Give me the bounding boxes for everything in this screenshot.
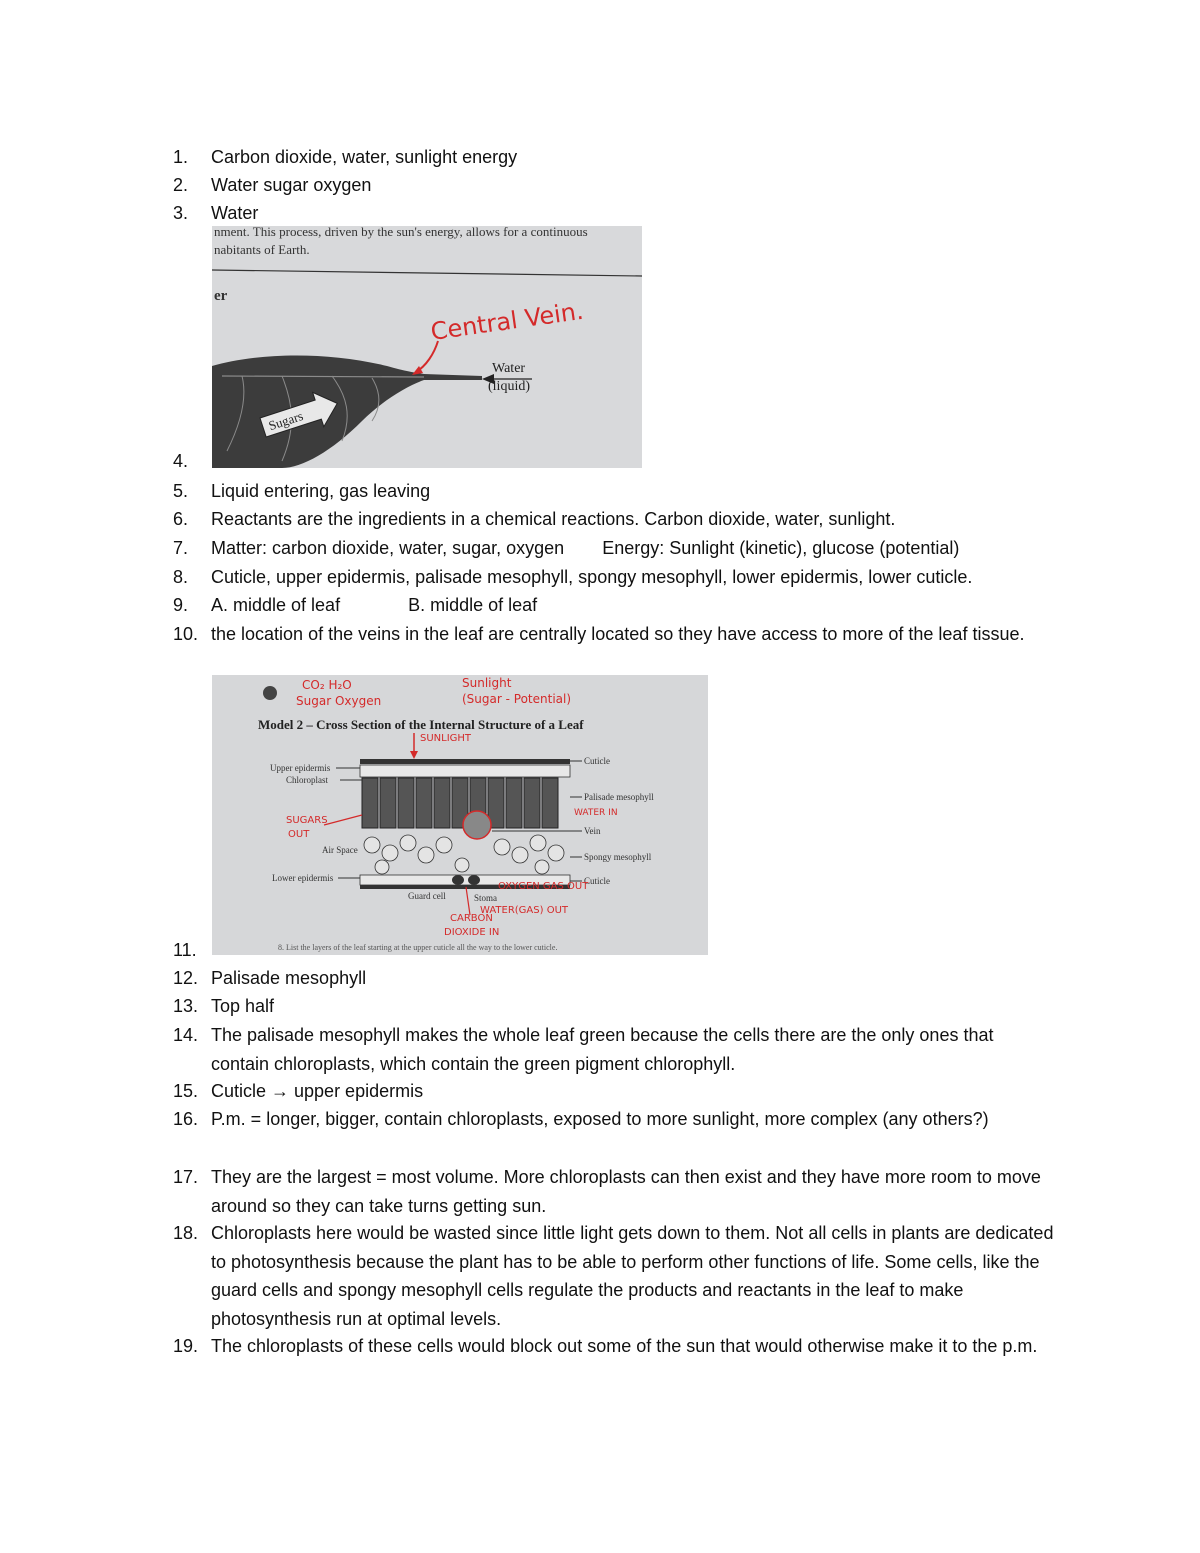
- answer-number: 19.: [173, 1336, 199, 1356]
- answer-text-energy: Energy: Sunlight (kinetic), glucose (potential): [602, 538, 960, 558]
- annotation-central-vein: Central Vein.: [428, 296, 586, 346]
- red-label-co2-in: CARBON: [450, 913, 493, 924]
- answer-text: Water: [211, 203, 259, 223]
- figure-caption: 8. List the layers of the leaf starting at the upper cuticle all the way to the lower cuticle.: [278, 943, 558, 952]
- red-note-inputs: CO₂ H₂O: [302, 678, 352, 692]
- answer-number: 12.: [173, 968, 199, 988]
- answer-number: 1.: [173, 147, 189, 167]
- red-label-co2-in-2: DIOXIDE IN: [444, 927, 500, 938]
- label-vein: Vein: [584, 826, 601, 836]
- red-note-outputs: Sugar Oxygen: [296, 694, 382, 708]
- printed-text-line: nment. This process, driven by the sun's energy, allows for a continuous: [214, 226, 588, 239]
- leaf-vein-figure: [212, 226, 642, 468]
- answer-text: Liquid entering, gas leaving: [211, 481, 431, 501]
- red-label-water-out: WATER(GAS) OUT: [480, 905, 568, 916]
- answer-text: Water sugar oxygen: [211, 175, 372, 195]
- answer-number: 7.: [173, 538, 189, 558]
- label-cuticle-bottom: Cuticle: [584, 876, 610, 886]
- answer-number: 14.: [173, 1025, 199, 1045]
- leaf-cross-section-figure: [212, 675, 708, 955]
- answer-text: Palisade mesophyll: [211, 968, 367, 988]
- answer-number: 4.: [173, 451, 189, 471]
- red-label-sugars-out: SUGARS: [286, 815, 328, 826]
- label-lower-epidermis: Lower epidermis: [272, 873, 334, 883]
- vein: [463, 811, 491, 839]
- label-stoma: Stoma: [474, 893, 498, 903]
- answer-text-b: B. middle of leaf: [408, 595, 538, 615]
- printed-heading: er: [214, 288, 228, 304]
- answer-text: The chloroplasts of these cells would block out some of the sun that would otherwise make it to the p.m.: [211, 1336, 1038, 1356]
- answer-number: 17.: [173, 1167, 199, 1187]
- answer-number: 8.: [173, 567, 189, 587]
- cuticle-layer: [360, 759, 570, 764]
- label-spongy: Spongy mesophyll: [584, 852, 652, 862]
- leaf-vein-photo: [212, 226, 642, 468]
- answer-text: Cuticle, upper epidermis, palisade mesophyll, spongy mesophyll, lower epidermis, lower cuticle.: [211, 567, 973, 587]
- guard-cell: [468, 875, 480, 885]
- answer-text: Top half: [211, 996, 275, 1016]
- answer-number: 18.: [173, 1223, 199, 1243]
- answer-number: 6.: [173, 509, 189, 529]
- answer-text: Chloroplasts here would be wasted since little light gets down to them. Not all cells in plants are dedicated to photosynthesis because the plant has to be able to perform other functions of life. Some cells, like the guard cells and spongy mesophyll cells regulate the products and reactants in the leaf to make photosynthesis run at optimal levels.: [211, 1223, 1054, 1329]
- red-note-sunlight: Sunlight: [462, 676, 512, 690]
- label-chloroplast: Chloroplast: [286, 775, 328, 785]
- answer-number: 10.: [173, 624, 199, 644]
- red-label-water-in: WATER IN: [574, 808, 618, 818]
- answer-number: 11.: [173, 940, 197, 960]
- label-guard-cell: Guard cell: [408, 891, 446, 901]
- answer-text-row: [211, 591, 1071, 619]
- red-label-sugars-out-2: OUT: [288, 829, 310, 840]
- answer-number: 13.: [173, 996, 199, 1016]
- guard-cell: [452, 875, 464, 885]
- answer-number: 5.: [173, 481, 189, 501]
- answer-text: P.m. = longer, bigger, contain chloroplasts, exposed to more sunlight, more complex (any others?): [211, 1109, 989, 1129]
- answer-text-row: [211, 534, 1071, 562]
- label-upper-epidermis: Upper epidermis: [270, 763, 331, 773]
- answer-text: Cuticle → upper epidermis: [211, 1081, 424, 1101]
- answer-text: They are the largest = most volume. More chloroplasts can then exist and they have more room to move around so they can take turns getting sun.: [211, 1167, 1041, 1216]
- leaf-cross-section-photo: [212, 675, 708, 955]
- answer-number: 9.: [173, 595, 189, 615]
- label-liquid: (liquid): [488, 379, 530, 394]
- palisade-cells: [362, 778, 558, 828]
- answer-number: 2.: [173, 175, 189, 195]
- printed-text-line: nabitants of Earth.: [214, 242, 310, 257]
- answer-text-a: A. middle of leaf: [211, 595, 341, 615]
- red-label-oxygen-out: OXYGEN GAS OUT: [498, 881, 589, 892]
- answer-text: Carbon dioxide, water, sunlight energy: [211, 147, 518, 167]
- red-note-potential: (Sugar - Potential): [462, 692, 572, 706]
- answer-number: 15.: [173, 1081, 199, 1101]
- answer-text: the location of the veins in the leaf are centrally located so they have access to more of the leaf tissue.: [211, 624, 1025, 644]
- figure-title: Model 2 – Cross Section of the Internal Structure of a Leaf: [258, 717, 584, 732]
- label-sugars: Sugars: [266, 408, 305, 434]
- answer-number: 16.: [173, 1109, 199, 1129]
- label-water: Water: [492, 361, 526, 376]
- upper-epidermis-layer: [360, 765, 570, 777]
- answer-text-matter: Matter: carbon dioxide, water, sugar, oxygen: [211, 538, 565, 558]
- answer-number: 3.: [173, 203, 189, 223]
- red-label-sunlight: SUNLIGHT: [420, 733, 472, 744]
- answer-text: Reactants are the ingredients in a chemical reactions. Carbon dioxide, water, sunlight.: [211, 509, 896, 529]
- label-cuticle-top: Cuticle: [584, 756, 610, 766]
- label-palisade: Palisade mesophyll: [584, 792, 654, 802]
- answer-text: The palisade mesophyll makes the whole leaf green because the cells there are the only ones that contain chloroplasts, which contain the green pigment chlorophyll.: [211, 1025, 994, 1074]
- label-air-space: Air Space: [322, 845, 358, 855]
